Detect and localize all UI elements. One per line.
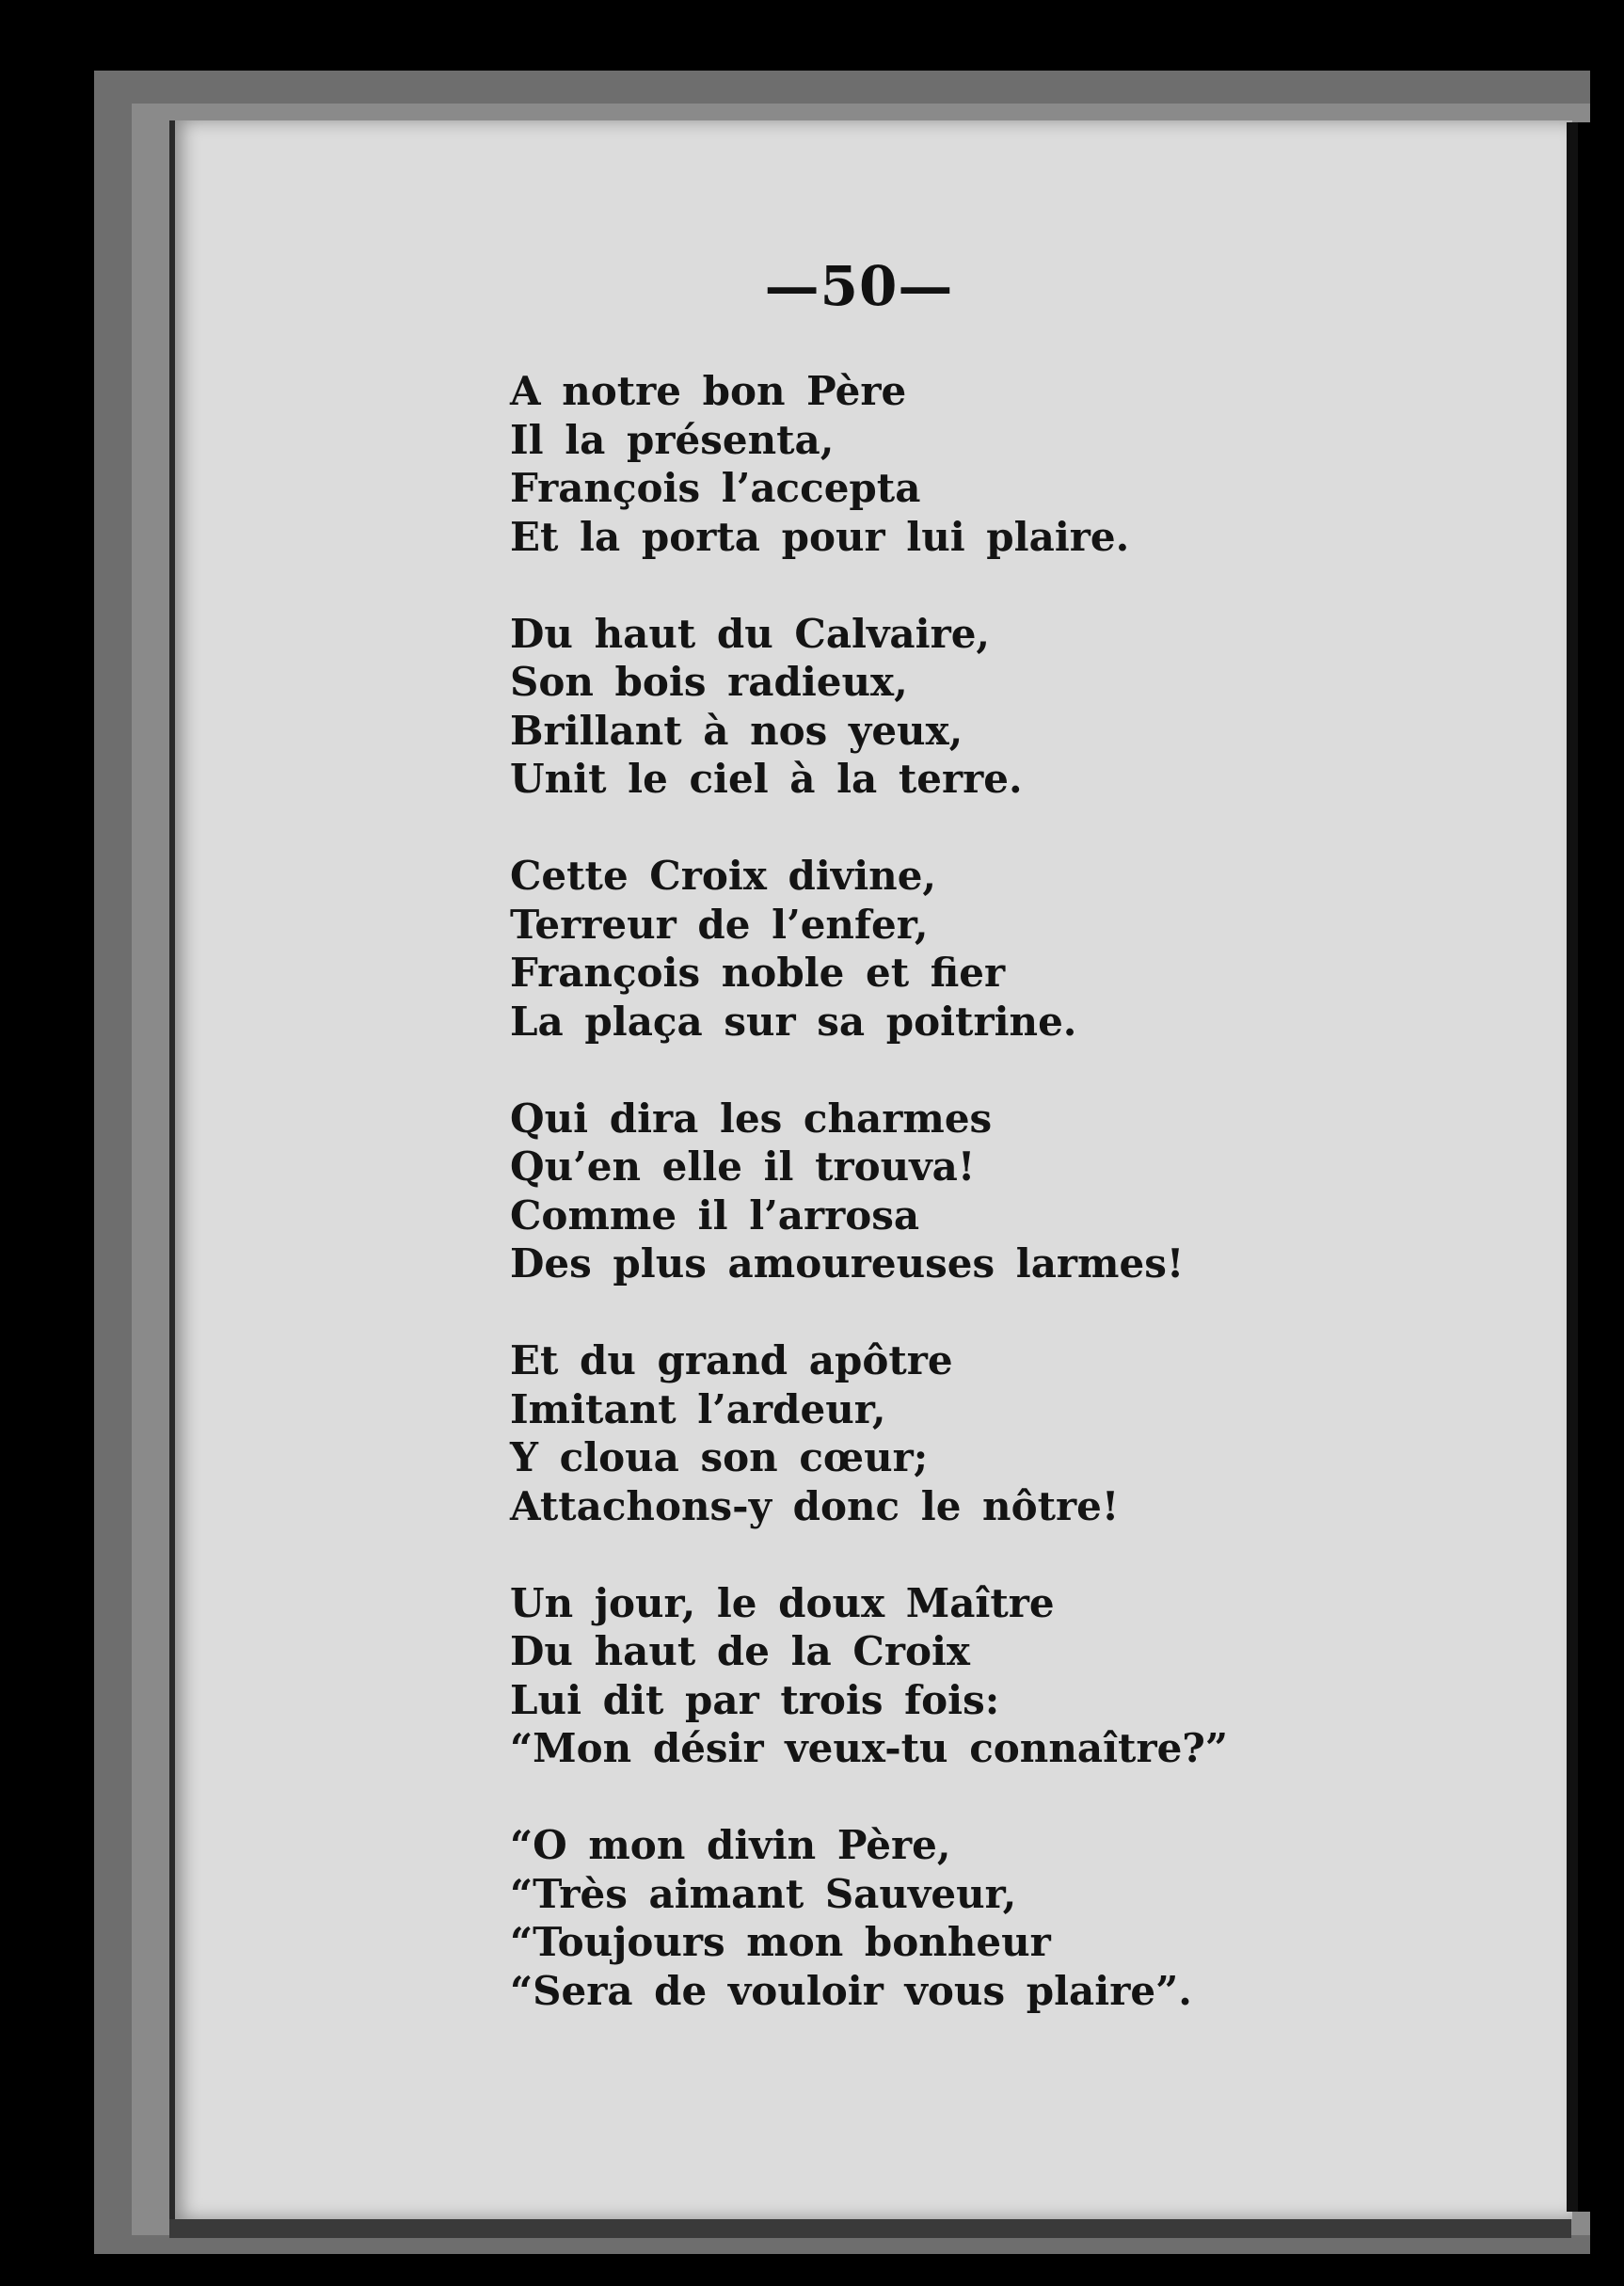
poem-line: Il la présenta, bbox=[510, 416, 835, 463]
poem-line: Attachons-y donc le nôtre! bbox=[510, 1482, 1120, 1529]
right-edge-shadow bbox=[1578, 122, 1624, 2212]
poem-line: Cette Croix divine, bbox=[510, 853, 937, 899]
poem-line: “Sera de vouloir vous plaire”. bbox=[510, 1967, 1192, 2014]
poem-line: Qui dira les charmes bbox=[510, 1095, 993, 1142]
poem-line: Y cloua son cœur; bbox=[510, 1434, 929, 1480]
poem-line: François noble et fier bbox=[510, 950, 1006, 996]
poem-line: Terreur de l’enfer, bbox=[510, 901, 929, 948]
stanza bbox=[510, 1336, 1357, 1530]
poem-body bbox=[510, 367, 1357, 2064]
poem-line: Et la porta pour lui plaire. bbox=[510, 513, 1130, 560]
page-spine bbox=[1567, 122, 1578, 2212]
bottom-edge bbox=[169, 2219, 1571, 2238]
stanza bbox=[510, 852, 1357, 1046]
poem-line: Du haut de la Croix bbox=[510, 1628, 970, 1674]
stanza bbox=[510, 367, 1357, 561]
poem-line: Un jour, le doux Maître bbox=[510, 1579, 1055, 1626]
poem-line: La plaça sur sa poitrine. bbox=[510, 998, 1077, 1045]
poem-line: A notre bon Père bbox=[510, 368, 907, 414]
stanza bbox=[510, 1095, 1357, 1288]
poem-line: Et du grand apôtre bbox=[510, 1337, 953, 1383]
poem-line: Du haut du Calvaire, bbox=[510, 610, 991, 657]
poem-line: Brillant à nos yeux, bbox=[510, 707, 963, 754]
poem-line: “Toujours mon bonheur bbox=[510, 1919, 1051, 1965]
poem-line: Lui dit par trois fois: bbox=[510, 1676, 1000, 1723]
stanza bbox=[510, 1579, 1357, 1773]
stanza bbox=[510, 610, 1357, 804]
poem-line: Qu’en elle il trouva! bbox=[510, 1143, 976, 1190]
poem-line: François l’accepta bbox=[510, 465, 921, 511]
poem-line: Imitant l’ardeur, bbox=[510, 1385, 886, 1432]
poem-line: Des plus amoureuses larmes! bbox=[510, 1240, 1185, 1287]
poem-line: “O mon divin Père, bbox=[510, 1822, 951, 1868]
poem-line: Comme il l’arrosa bbox=[510, 1191, 920, 1239]
poem-line: “Très aimant Sauveur, bbox=[510, 1870, 1017, 1917]
stanza bbox=[510, 1821, 1357, 2015]
poem-line: “Mon désir veux-tu connaître?” bbox=[510, 1725, 1229, 1771]
page-number: —50— bbox=[764, 254, 954, 318]
poem-line: Son bois radieux, bbox=[510, 659, 908, 705]
poem-line: Unit le ciel à la terre. bbox=[510, 756, 1023, 802]
